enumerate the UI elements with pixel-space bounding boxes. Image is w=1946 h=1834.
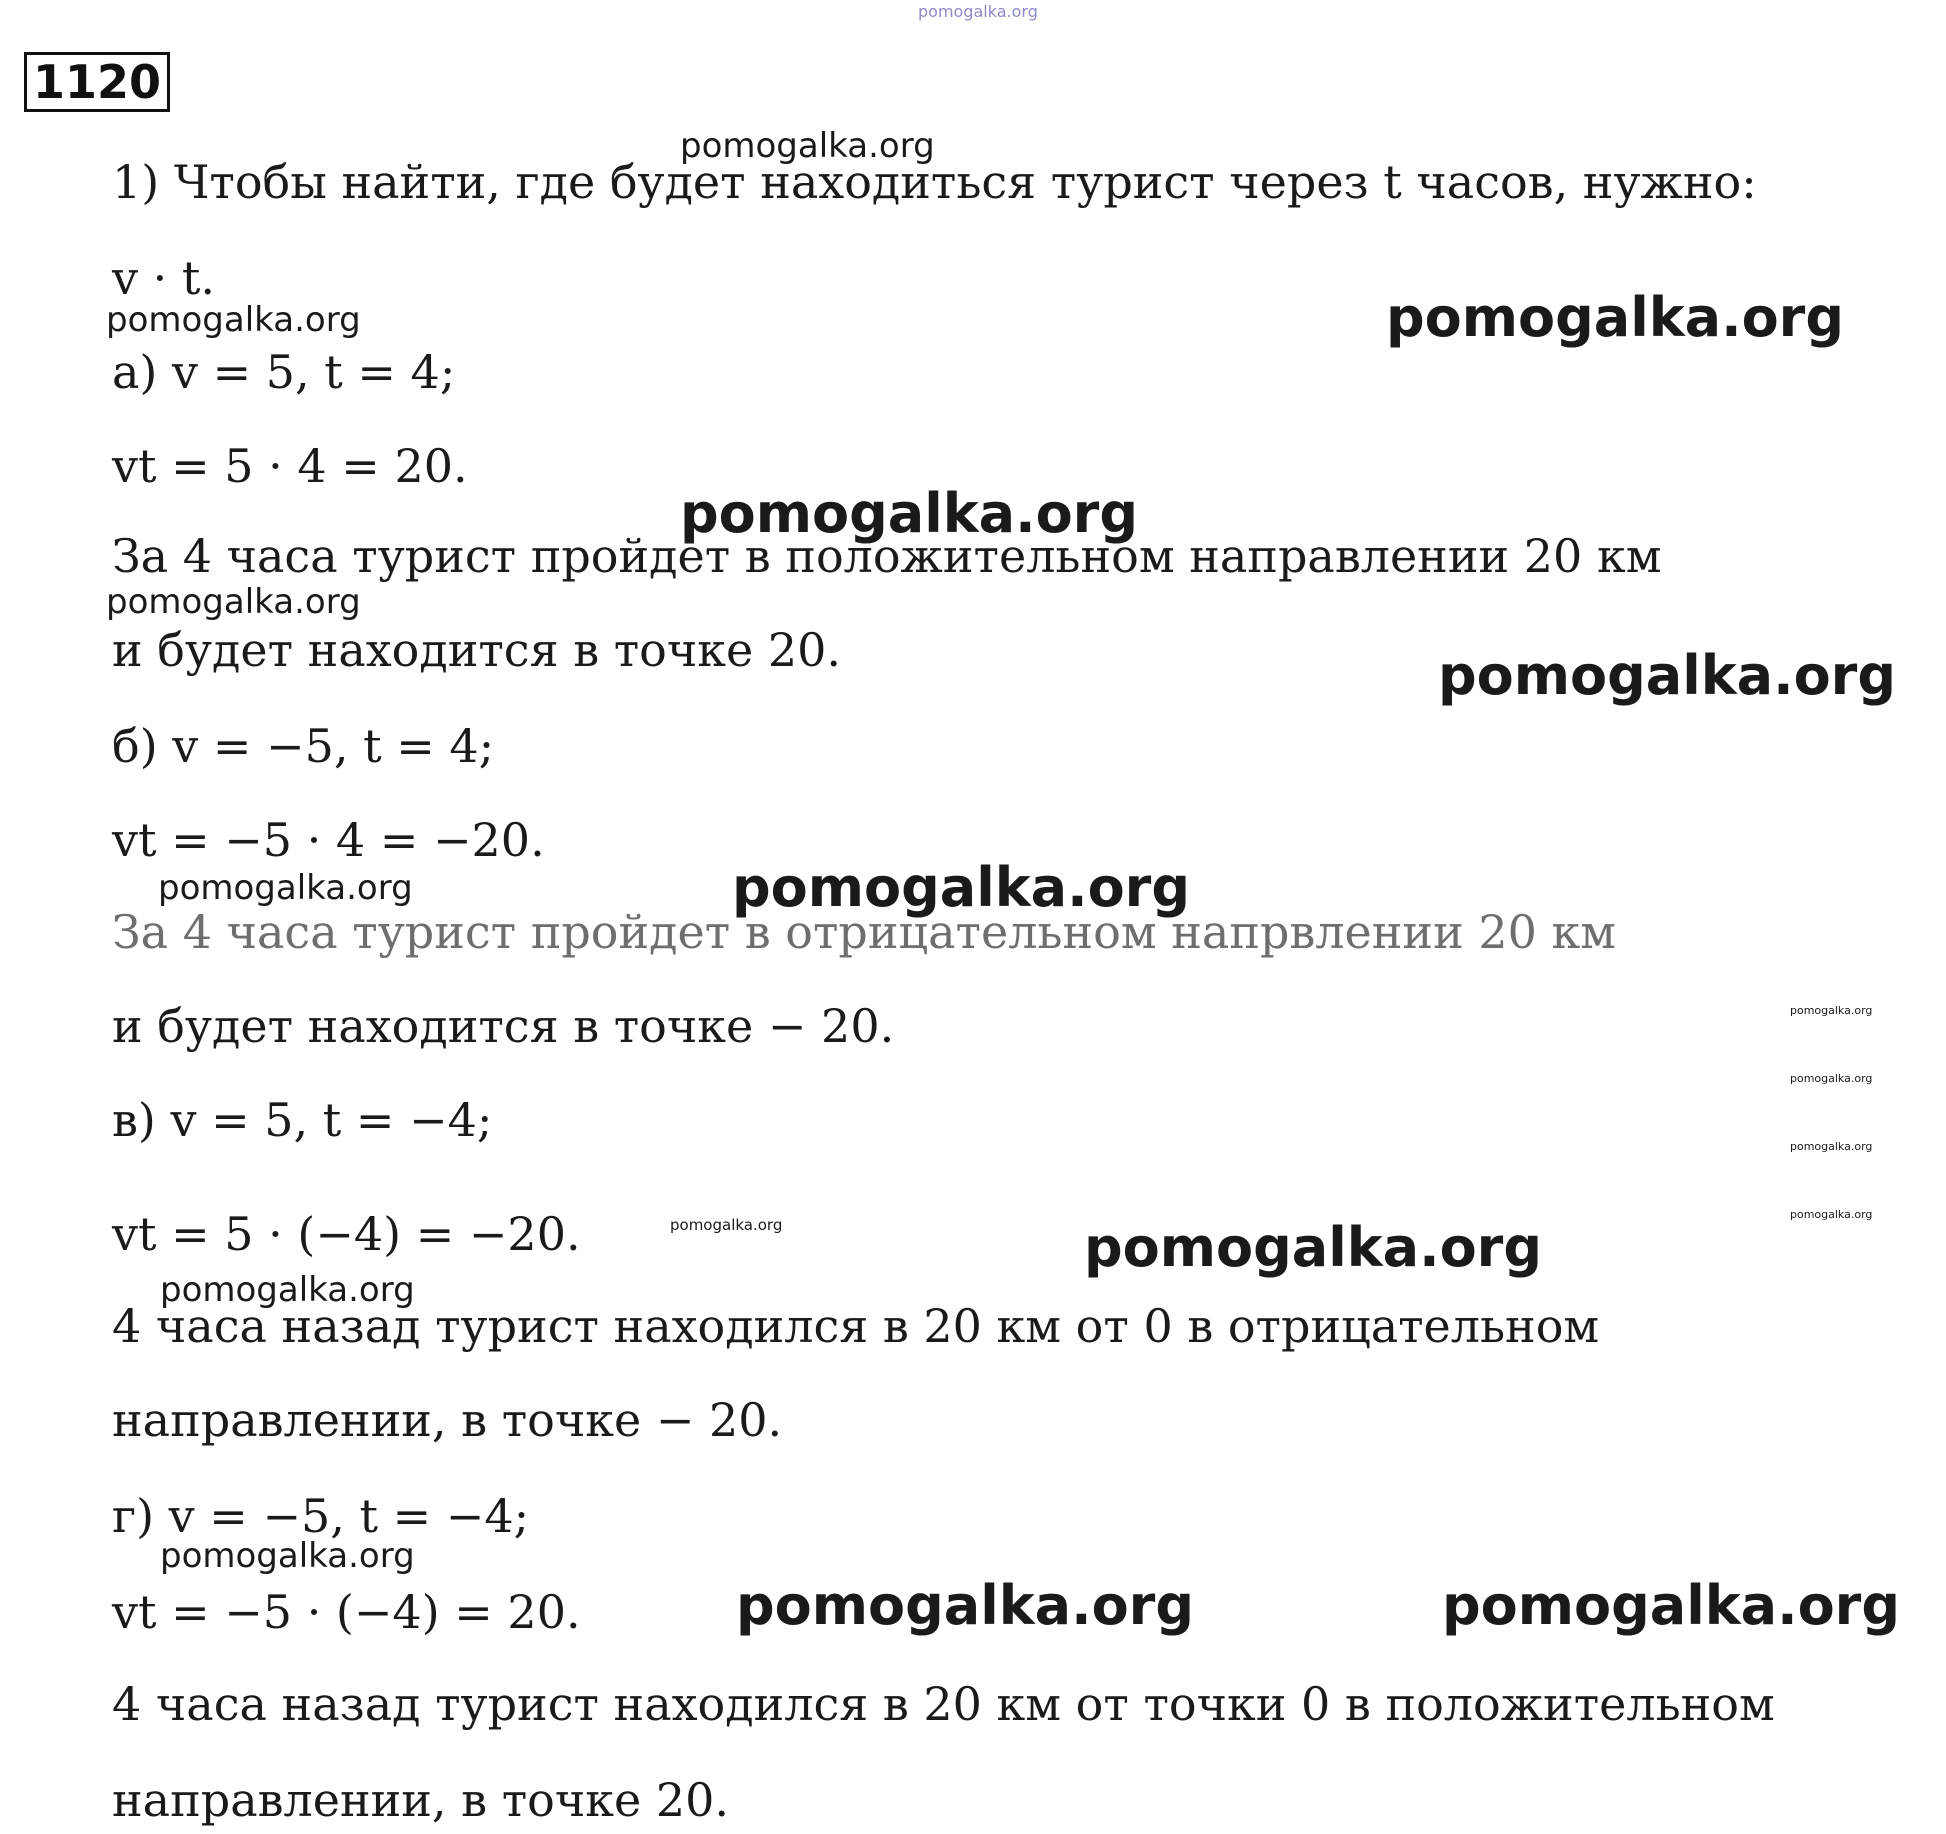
watermark: pomogalka.org xyxy=(732,856,1190,919)
problem-number: 1120 xyxy=(24,52,170,112)
intro-line: 1) Чтобы найти, где будет находиться турист через t часов, нужно: xyxy=(112,155,1757,209)
case-v-heading: в) v = 5, t = −4; xyxy=(112,1093,493,1147)
case-v-text-1: 4 часа назад турист находился в 20 км от 0 в отрицательном xyxy=(112,1299,1600,1353)
watermark: pomogalka.org xyxy=(1790,1140,1873,1153)
case-v-calculation: vt = 5 · (−4) = −20. xyxy=(112,1207,581,1261)
watermark: pomogalka.org xyxy=(680,482,1138,545)
case-g-calculation: vt = −5 · (−4) = 20. xyxy=(112,1585,581,1639)
case-g-heading: г) v = −5, t = −4; xyxy=(112,1489,530,1543)
watermark: pomogalka.org xyxy=(736,1574,1194,1637)
watermark: pomogalka.org xyxy=(1386,286,1844,349)
watermark: pomogalka.org xyxy=(106,300,361,340)
watermark: pomogalka.org xyxy=(106,582,361,622)
case-b-text-1: За 4 часа турист пройдет в отрицательном напрвлении 20 км xyxy=(112,905,1617,959)
case-b-calculation: vt = −5 · 4 = −20. xyxy=(112,813,545,867)
watermark: pomogalka.org xyxy=(158,868,413,908)
case-b-heading: б) v = −5, t = 4; xyxy=(112,719,495,773)
watermark: pomogalka.org xyxy=(1442,1574,1900,1637)
case-a-calculation: vt = 5 · 4 = 20. xyxy=(112,439,468,493)
watermark: pomogalka.org xyxy=(1084,1216,1542,1279)
watermark: pomogalka.org xyxy=(1438,644,1896,707)
watermark: pomogalka.org xyxy=(160,1536,415,1576)
case-v-text-2: направлении, в точке − 20. xyxy=(112,1393,783,1447)
watermark-top: pomogalka.org xyxy=(918,2,1038,21)
case-a-heading: а) v = 5, t = 4; xyxy=(112,345,456,399)
case-a-text-2: и будет находится в точке 20. xyxy=(112,623,842,677)
case-g-text-2: направлении, в точке 20. xyxy=(112,1773,730,1827)
watermark: pomogalka.org xyxy=(1790,1072,1873,1085)
case-b-text-2: и будет находится в точке − 20. xyxy=(112,999,895,1053)
formula-line: v · t. xyxy=(112,251,215,305)
watermark: pomogalka.org xyxy=(160,1270,415,1310)
case-g-text-1: 4 часа назад турист находился в 20 км от точки 0 в положительном xyxy=(112,1677,1775,1731)
watermark: pomogalka.org xyxy=(680,126,935,166)
watermark: pomogalka.org xyxy=(1790,1004,1873,1017)
watermark: pomogalka.org xyxy=(1790,1208,1873,1221)
case-a-text-1: За 4 часа турист пройдет в положительном направлении 20 км xyxy=(112,529,1662,583)
watermark: pomogalka.org xyxy=(670,1216,783,1234)
